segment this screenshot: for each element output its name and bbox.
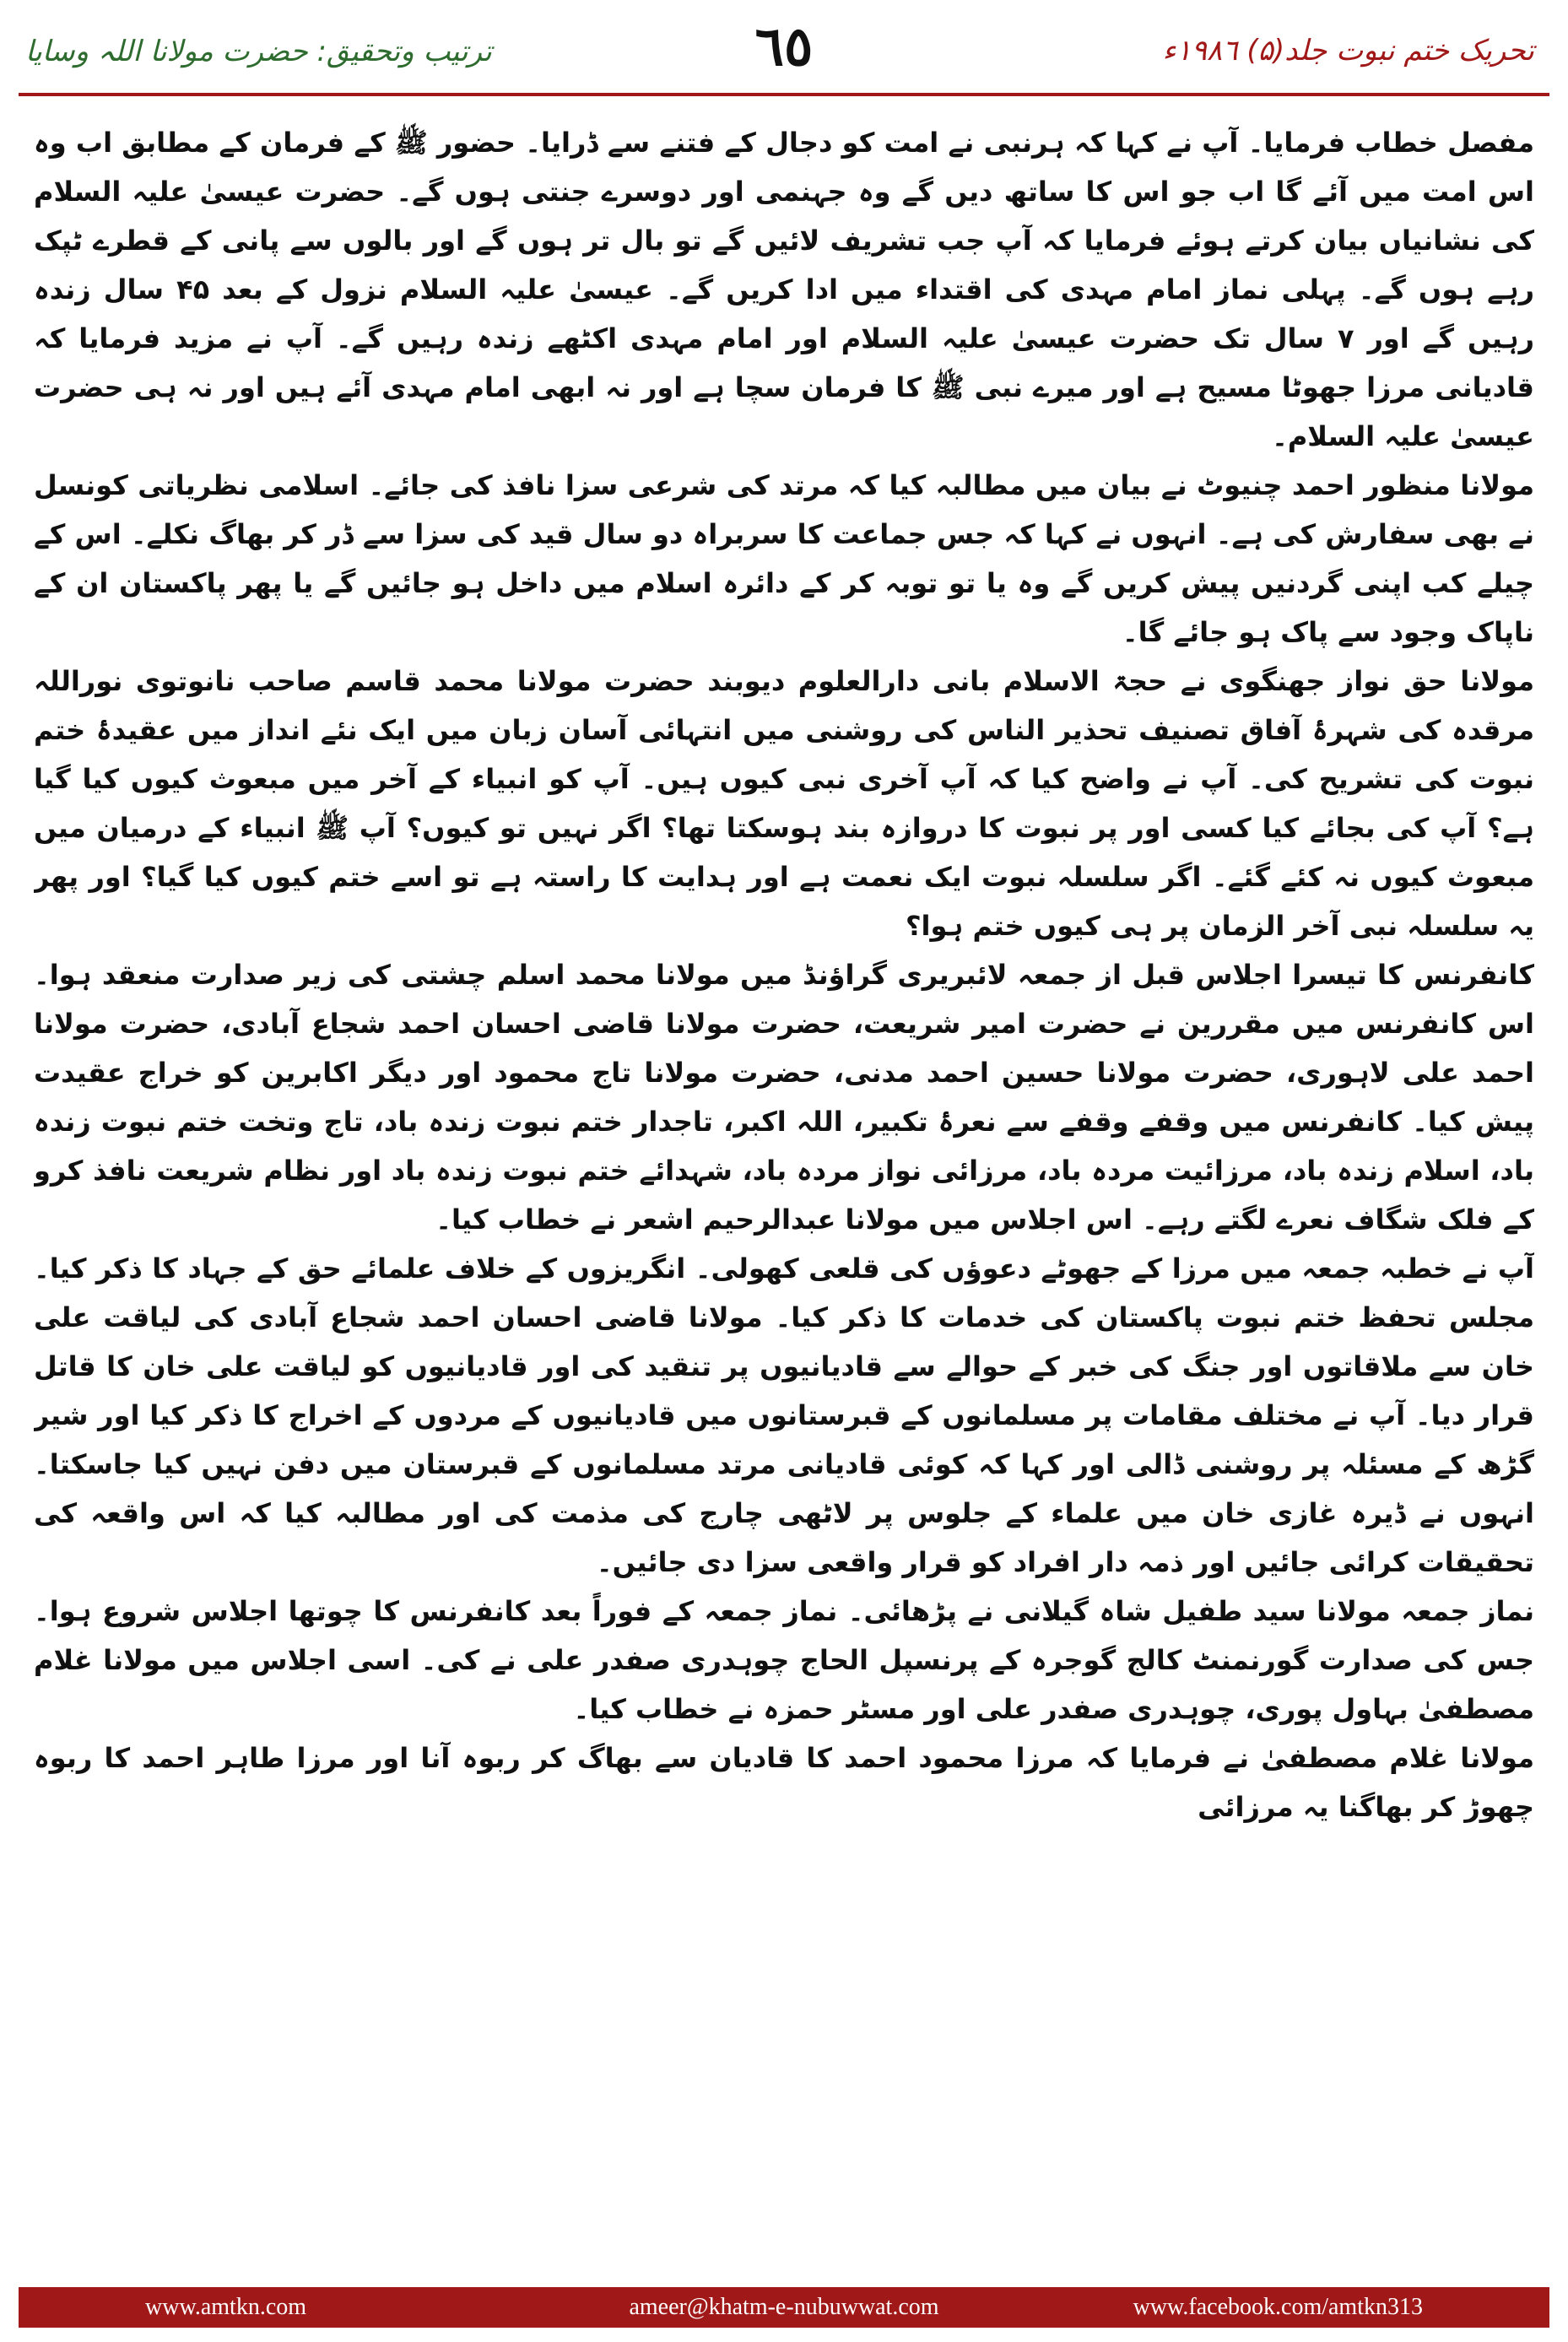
paragraph-1: مفصل خطاب فرمایا۔ آپ نے کہا کہ ہرنبی نے امت کو دجال کے فتنے سے ڈرایا۔ حضور ﷺ کے فرمان کے مطابق اب وہ اس امت میں آئے گا اب جو اس کا ساتھ دیں گے وہ جہنمی اور دوسرے جنتی ہوں گے۔ حضرت عیسیٰ علیہ السلام کی نشانیاں بیان کرتے ہوئے فرمایا کہ آپ جب تشریف لائیں گے تو بال تر ہوں گے اور بالوں سے پانی کے قطرے ٹپک رہے ہوں گے۔ پہلی نماز امام مہدی کی اقتداء میں ادا کریں گے۔ عیسیٰ علیہ السلام نزول کے بعد ۴۵ سال زندہ رہیں گے اور ۷ سال تک حضرت عیسیٰ علیہ السلام اور امام مہدی اکٹھے زندہ رہیں گے۔ آپ نے مزید فرمایا کہ قادیانی مرزا جھوٹا مسیح ہے اور میرے نبی ﷺ کا فرمان سچا ہے اور نہ ابھی امام مہدی آئے ہیں اور نہ ہی حضرت عیسیٰ علیہ السلام۔ <box>34 127 1534 452</box>
editor-credit: ترتیب وتحقیق: حضرت مولانا اللہ وسایا <box>25 35 492 68</box>
website-link[interactable]: www.amtkn.com <box>145 2294 307 2320</box>
page-footer <box>19 2287 1549 2328</box>
email-link[interactable]: ameer@khatm-e-nubuwwat.com <box>629 2294 939 2320</box>
header-divider <box>19 93 1549 96</box>
paragraph-6: نماز جمعہ مولانا سید طفیل شاہ گیلانی نے پڑھائی۔ نماز جمعہ کے فوراً بعد کانفرنس کا چوتھا اجلاس شروع ہوا۔ جس کی صدارت گورنمنٹ کالج گوجرہ کے پرنسپل الحاج چوہدری صفدر علی نے کی۔ اسی اجلاس میں مولانا غلام مصطفیٰ بہاول پوری، چوہدری صفدر علی اور مسٹر حمزہ نے خطاب کیا۔ <box>34 1595 1534 1725</box>
paragraph-3: مولانا حق نواز جھنگوی نے حجۃ الاسلام بانی دارالعلوم دیوبند حضرت مولانا محمد قاسم صاحب نانوتوی نوراللہ مرقدہ کی شہرۂ آفاق تصنیف تحذیر الناس کی روشنی میں انتہائی آسان زبان میں ایک نئے انداز میں عقیدۂ ختم نبوت کی تشریح کی۔ آپ نے واضح کیا کہ آپ آخری نبی کیوں ہیں۔ آپ کو انبیاء کے آخر میں مبعوث کیوں کیا گیا ہے؟ آپ کی بجائے کیا کسی اور پر نبوت کا دروازہ بند ہوسکتا تھا؟ اگر نہیں تو کیوں؟ آپ ﷺ انبیاء کے درمیان میں مبعوث کیوں نہ کئے گئے۔ اگر سلسلہ نبوت ایک نعمت ہے اور ہدایت کا راستہ ہے تو اسے ختم کیوں کیا گیا؟ اور پھر یہ سلسلہ نبی آخر الزمان پر ہی کیوں ختم ہوا؟ <box>34 665 1534 942</box>
paragraph-2: مولانا منظور احمد چنیوٹ نے بیان میں مطالبہ کیا کہ مرتد کی شرعی سزا نافذ کی جائے۔ اسلامی نظریاتی کونسل نے بھی سفارش کی ہے۔ انہوں نے کہا کہ جس جماعت کا سربراہ دو سال قید کی سزا سے ڈر کر بھاگ نکلے۔ اس کے چیلے کب اپنی گردنیں پیش کریں گے وہ یا تو توبہ کر کے دائرہ اسلام میں داخل ہو جائیں گے یا پھر پاکستان ان کے ناپاک وجود سے پاک ہو جائے گا۔ <box>34 469 1534 648</box>
paragraph-7: مولانا غلام مصطفیٰ نے فرمایا کہ مرزا محمود احمد کا قادیان سے بھاگ کر ربوہ آنا اور مرزا طاہر احمد کا ربوہ چھوڑ کر بھاگنا یہ مرزائی <box>34 1742 1534 1823</box>
paragraph-5: آپ نے خطبہ جمعہ میں مرزا کے جھوٹے دعوؤں کی قلعی کھولی۔ انگریزوں کے خلاف علمائے حق کے جہاد کا ذکر کیا۔ مجلس تحفظ ختم نبوت پاکستان کی خدمات کا ذکر کیا۔ مولانا قاضی احسان احمد شجاع آبادی کی لیاقت علی خان سے ملاقاتوں اور جنگ کی خبر کے حوالے سے قادیانیوں پر تنقید کی اور قادیانیوں کو لیاقت علی خان کا قاتل قرار دیا۔ آپ نے مختلف مقامات پر مسلمانوں کے قبرستانوں میں قادیانیوں کے مردوں کے اخراج کا ذکر کیا اور شیر گڑھ کے مسئلہ پر روشنی ڈالی اور کہا کہ کوئی قادیانی مرتد مسلمانوں کے قبرستان میں دفن نہیں کیا جاسکتا۔ انہوں نے ڈیرہ غازی خان میں علماء کے جلوس پر لاٹھی چارج کی مذمت کی اور مطالبہ کیا کہ اس واقعہ کی تحقیقات کرائی جائیں اور ذمہ دار افراد کو قرار واقعی سزا دی جائیں۔ <box>34 1252 1534 1578</box>
page-header <box>0 0 1568 118</box>
paragraph-4: کانفرنس کا تیسرا اجلاس قبل از جمعہ لائبریری گراؤنڈ میں مولانا محمد اسلم چشتی کی زیر صدارت منعقد ہوا۔ اس کانفرنس میں مقررین نے حضرت امیر شریعت، حضرت مولانا قاضی احسان احمد شجاع آبادی، حضرت مولانا احمد علی لاہوری، حضرت مولانا حسین احمد مدنی، حضرت مولانا تاج محمود اور دیگر اکابرین کو خراج عقیدت پیش کیا۔ کانفرنس میں وقفے وقفے سے نعرۂ تکبیر، اللہ اکبر، تاجدار ختم نبوت زندہ باد، تاج وتخت ختم نبوت زندہ باد، اسلام زندہ باد، مرزائیت مردہ باد، مرزائی نواز مردہ باد، شہدائے ختم نبوت زندہ باد اور نظام شریعت نافذ کرو کے فلک شگاف نعرے لگتے رہے۔ اس اجلاس میں مولانا عبدالرحیم اشعر نے خطاب کیا۔ <box>34 959 1534 1236</box>
page-number: ٦٥ <box>754 15 814 78</box>
facebook-link[interactable]: www.facebook.com/amtkn313 <box>1133 2294 1423 2320</box>
book-title: تحریک ختم نبوت جلد(۵) ۱۹۸٦ء <box>1162 34 1534 68</box>
article-body <box>34 118 1534 2287</box>
